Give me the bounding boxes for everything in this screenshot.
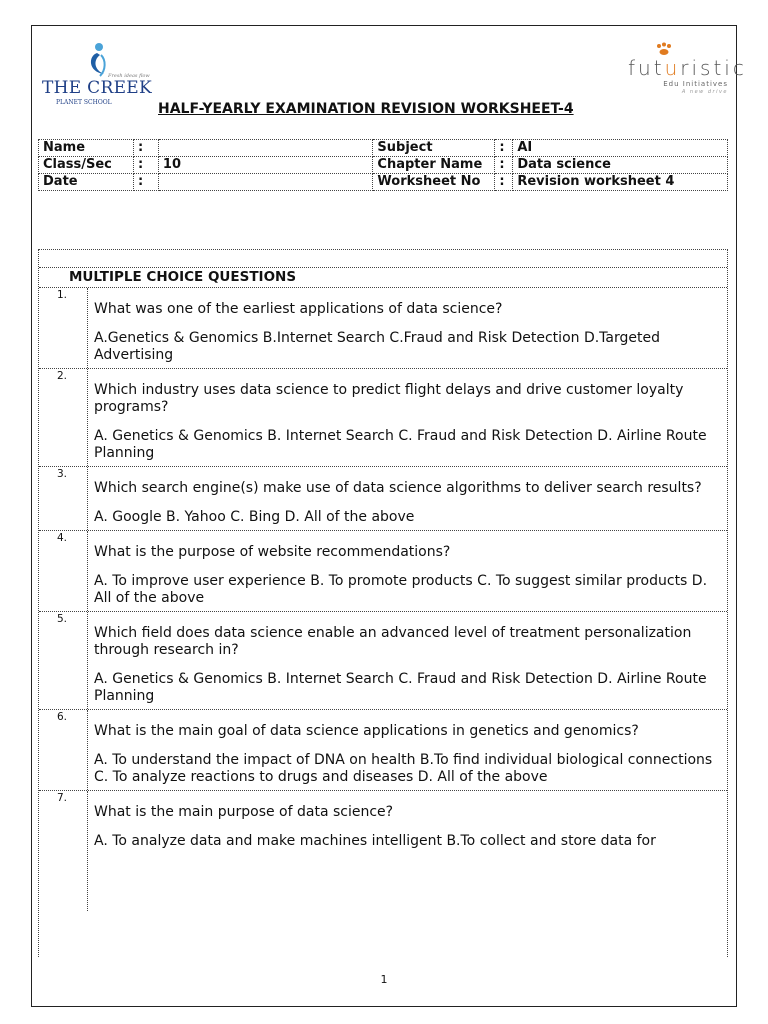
name-label: Name <box>39 140 134 157</box>
question-body <box>88 369 727 466</box>
question-options: A. To understand the impact of DNA on health B.To find individual biological connections C. To analyze reactions to drugs and diseases D. All of the above <box>94 752 713 785</box>
question-body <box>88 710 727 790</box>
paw-icon <box>655 42 673 56</box>
question-number: 5. <box>39 612 88 709</box>
separator: : <box>133 140 158 157</box>
partner-name: futuristic <box>628 56 747 80</box>
date-value <box>158 174 373 191</box>
blank-row <box>39 250 727 268</box>
chapter-value: Data science <box>513 157 728 174</box>
info-row-date <box>39 174 728 191</box>
question-number: 3. <box>39 467 88 530</box>
section-title: MULTIPLE CHOICE QUESTIONS <box>39 268 727 288</box>
question-number: 6. <box>39 710 88 790</box>
question-row <box>39 288 727 369</box>
question-options: A. Google B. Yahoo C. Bing D. All of the above <box>94 509 415 525</box>
questions-table <box>38 249 728 957</box>
class-label: Class/Sec <box>39 157 134 174</box>
student-info-table <box>38 139 728 191</box>
question-body <box>88 791 727 911</box>
worksheet-title: HALF-YEARLY EXAMINATION REVISION WORKSHEET-4 <box>158 101 574 117</box>
question-row <box>39 710 727 791</box>
question-row <box>39 531 727 612</box>
separator: : <box>133 157 158 174</box>
separator: : <box>495 174 513 191</box>
partner-sub: Edu Initiatives <box>663 80 728 88</box>
school-sub: PLANET SCHOOL <box>56 99 112 106</box>
question-number: 4. <box>39 531 88 611</box>
question-number: 2. <box>39 369 88 466</box>
separator: : <box>495 157 513 174</box>
question-row <box>39 612 727 710</box>
partner-logo <box>628 42 747 102</box>
question-text: Which search engine(s) make use of data science algorithms to deliver search results? <box>94 480 702 496</box>
question-body <box>88 288 727 368</box>
question-options: A.Genetics & Genomics B.Internet Search C.Fraud and Risk Detection D.Targeted Advertising <box>94 330 660 363</box>
question-options: A. To improve user experience B. To promote products C. To suggest similar products D. All of the above <box>94 573 708 606</box>
separator: : <box>495 140 513 157</box>
question-options: A. Genetics & Genomics B. Internet Search C. Fraud and Risk Detection D. Airline Route Planning <box>94 671 707 704</box>
question-text: What is the main goal of data science applications in genetics and genomics? <box>94 723 639 739</box>
name-value <box>158 140 373 157</box>
question-number: 7. <box>39 791 88 911</box>
school-name: THE CREEK <box>42 78 153 98</box>
question-text: What is the main purpose of data science? <box>94 804 394 820</box>
partner-tagline: A new drive <box>681 89 728 95</box>
info-row-class <box>39 157 728 174</box>
chapter-label: Chapter Name <box>373 157 495 174</box>
date-label: Date <box>39 174 134 191</box>
question-text: Which industry uses data science to predict flight delays and drive customer loyalty programs? <box>94 382 684 415</box>
question-body <box>88 612 727 709</box>
school-tagline: Fresh ideas flow <box>108 73 150 79</box>
subject-label: Subject <box>373 140 495 157</box>
class-value: 10 <box>158 157 373 174</box>
school-logo <box>42 42 162 112</box>
question-number: 1. <box>39 288 88 368</box>
question-row <box>39 369 727 467</box>
question-text: What was one of the earliest applications of data science? <box>94 301 503 317</box>
question-text: Which field does data science enable an advanced level of treatment personalization through research in? <box>94 625 692 658</box>
subject-value: AI <box>513 140 728 157</box>
worksheet-value: Revision worksheet 4 <box>513 174 728 191</box>
question-body <box>88 531 727 611</box>
separator: : <box>133 174 158 191</box>
page-number: 1 <box>380 973 388 986</box>
question-options: A. Genetics & Genomics B. Internet Search C. Fraud and Risk Detection D. Airline Route Planning <box>94 428 707 461</box>
question-text: What is the purpose of website recommendations? <box>94 544 451 560</box>
info-row-name <box>39 140 728 157</box>
question-options: A. To analyze data and make machines intelligent B.To collect and store data for <box>94 833 656 849</box>
question-body <box>88 467 727 530</box>
worksheet-label: Worksheet No <box>373 174 495 191</box>
question-row <box>39 467 727 531</box>
question-row <box>39 791 727 911</box>
